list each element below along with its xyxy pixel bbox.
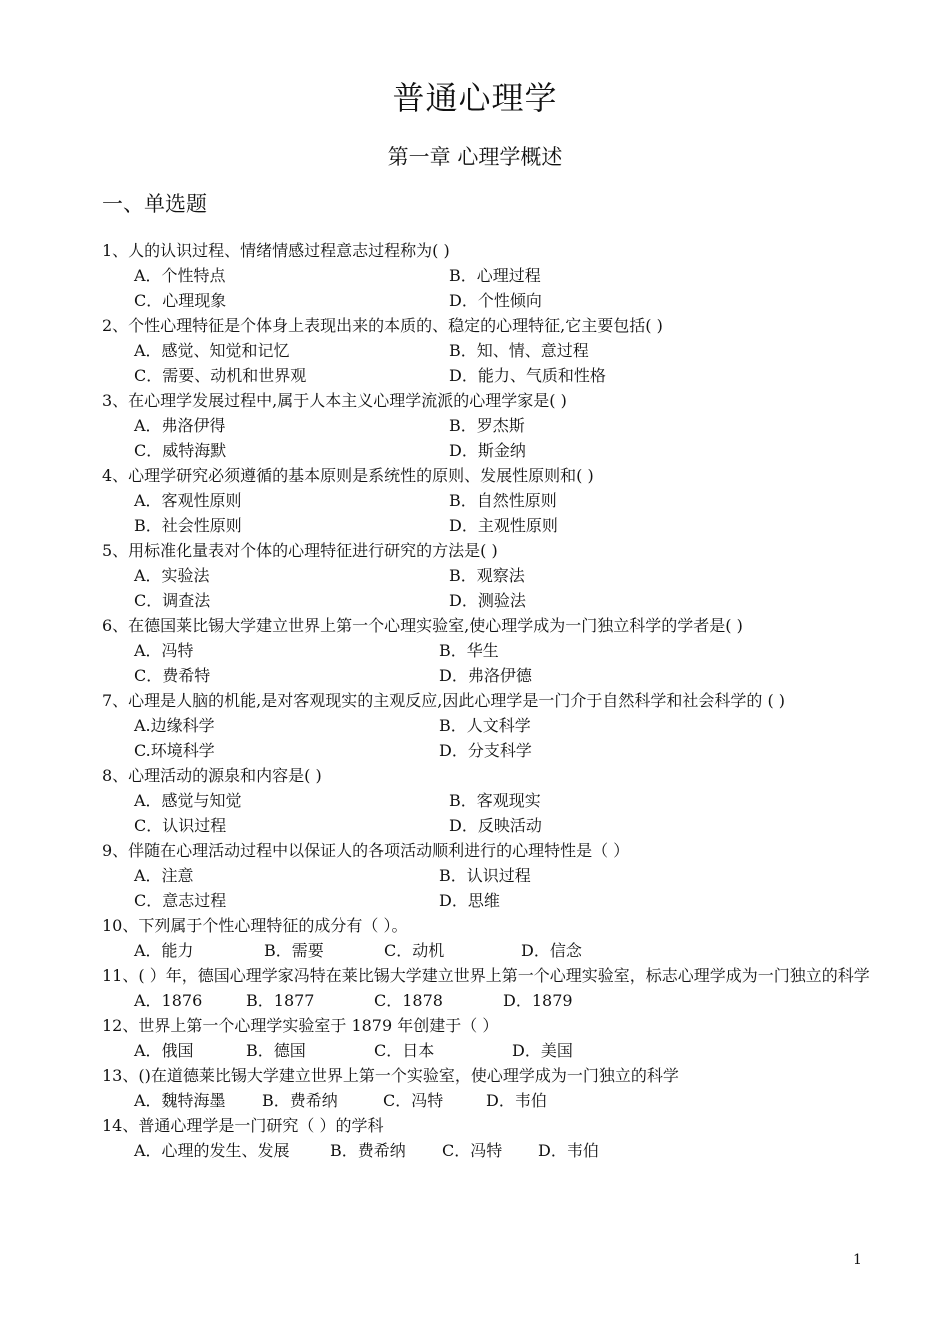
option-b: B．费希纳 (262, 1091, 338, 1110)
option-a: A．实验法 (134, 566, 210, 585)
question-4-options-row-1 (102, 488, 882, 513)
option-b: B．观察法 (449, 566, 525, 585)
question-7-options-row-2 (102, 738, 882, 763)
option-d: D．韦伯 (538, 1141, 599, 1160)
option-c: C．认识过程 (134, 816, 227, 835)
question-4-stem: 4、心理学研究必须遵循的基本原则是系统性的原则、发展性原则和( ) (102, 466, 594, 485)
option-b: B．认识过程 (439, 866, 531, 885)
option-d: D．反映活动 (449, 816, 542, 835)
option-b: B．德国 (246, 1041, 306, 1060)
option-c: B．社会性原则 (134, 516, 242, 535)
option-c: C．冯特 (442, 1141, 503, 1160)
option-c: C．调查法 (134, 591, 211, 610)
question-2-stem: 2、个性心理特征是个体身上表现出来的本质的、稳定的心理特征,它主要包括( ) (102, 316, 663, 335)
option-c: C．1878 (374, 991, 443, 1010)
option-d: D．分支科学 (439, 741, 532, 760)
section-heading: 一、单选题 (102, 192, 207, 216)
question-9-options-row-2 (102, 888, 882, 913)
option-c: C．威特海默 (134, 441, 227, 460)
question-1-options-row-2 (102, 288, 882, 313)
question-6-options-row-2 (102, 663, 882, 688)
option-c: C．心理现象 (134, 291, 227, 310)
option-a: A．感觉、知觉和记忆 (134, 341, 290, 360)
question-10-options (102, 938, 882, 963)
option-b: B．需要 (264, 941, 324, 960)
option-c: C．意志过程 (134, 891, 227, 910)
question-8-stem: 8、心理活动的源泉和内容是( ) (102, 766, 322, 785)
option-a: A．心理的发生、发展 (134, 1141, 290, 1160)
option-d: D．美国 (512, 1041, 573, 1060)
question-10-stem: 10、下列属于个性心理特征的成分有（ ）。 (102, 916, 408, 935)
option-b: B．华生 (439, 641, 499, 660)
question-3-options-row-2 (102, 438, 882, 463)
question-13-stem: 13、()在道德莱比锡大学建立世界上第一个实验室，使心理学成为一门独立的科学 (102, 1066, 679, 1085)
option-d: D．韦伯 (486, 1091, 547, 1110)
question-6-stem: 6、在德国莱比锡大学建立世界上第一个心理实验室,使心理学成为一门独立科学的学者是( ) (102, 616, 743, 635)
question-11-stem: 11、( ）年，德国心理学家冯特在莱比锡大学建立世界上第一个心理实验室，标志心理学成为一门独立的科学 (102, 966, 870, 985)
option-d: D．主观性原则 (449, 516, 558, 535)
option-b: B．罗杰斯 (449, 416, 525, 435)
option-a: A．客观性原则 (134, 491, 242, 510)
question-5-options-row-2 (102, 588, 882, 613)
question-8-options-row-1 (102, 788, 882, 813)
chapter-heading: 第一章 心理学概述 (387, 145, 563, 169)
question-8-options-row-2 (102, 813, 882, 838)
question-2-options-row-1 (102, 338, 882, 363)
option-a: A．感觉与知觉 (134, 791, 242, 810)
option-a: A．俄国 (134, 1041, 194, 1060)
option-a: A.边缘科学 (134, 716, 215, 735)
option-d: D．个性倾向 (449, 291, 542, 310)
option-d: D．思维 (439, 891, 500, 910)
question-12-options (102, 1038, 882, 1063)
question-12-stem: 12、世界上第一个心理学实验室于 1879 年创建于（ ） (102, 1016, 499, 1035)
question-6-options-row-1 (102, 638, 882, 663)
option-b: B．人文科学 (439, 716, 531, 735)
option-d: D．测验法 (449, 591, 526, 610)
option-c: C.环境科学 (134, 741, 215, 760)
option-c: C．冯特 (383, 1091, 444, 1110)
question-13-options (102, 1088, 882, 1113)
question-2-options-row-2 (102, 363, 882, 388)
option-a: A．1876 (134, 991, 203, 1010)
question-14-options (102, 1138, 882, 1163)
option-b: B．心理过程 (449, 266, 541, 285)
question-9-stem: 9、伴随在心理活动过程中以保证人的各项活动顺利进行的心理特性是（ ） (102, 841, 630, 860)
option-a: A．魏特海墨 (134, 1091, 226, 1110)
option-a: A．弗洛伊得 (134, 416, 226, 435)
option-b: B．1877 (246, 991, 315, 1010)
question-5-options-row-1 (102, 563, 882, 588)
question-4-options-row-2 (102, 513, 882, 538)
option-d: D．信念 (521, 941, 582, 960)
question-9-options-row-1 (102, 863, 882, 888)
option-b: B．知、情、意过程 (449, 341, 589, 360)
option-c: C．动机 (384, 941, 445, 960)
option-c: C．需要、动机和世界观 (134, 366, 307, 385)
question-7-stem: 7、心理是人脑的机能,是对客观现实的主观反应,因此心理学是一门介于自然科学和社会科学的 ( ) (102, 691, 786, 710)
question-1-options-row-1 (102, 263, 882, 288)
option-b: B．费希纳 (330, 1141, 406, 1160)
question-1-stem: 1、人的认识过程、情绪情感过程意志过程称为( ) (102, 241, 450, 260)
question-7-options-row-1 (102, 713, 882, 738)
option-b: B．自然性原则 (449, 491, 557, 510)
question-3-stem: 3、在心理学发展过程中,属于人本主义心理学流派的心理学家是( ) (102, 391, 567, 410)
option-c: C．费希特 (134, 666, 211, 685)
option-c: C．日本 (374, 1041, 435, 1060)
option-d: D．1879 (503, 991, 573, 1010)
option-b: B．客观现实 (449, 791, 541, 810)
question-14-stem: 14、普通心理学是一门研究（ ）的学科 (102, 1116, 384, 1135)
option-a: A．注意 (134, 866, 194, 885)
option-d: D．斯金纳 (449, 441, 526, 460)
option-a: A．冯特 (134, 641, 194, 660)
option-a: A．个性特点 (134, 266, 226, 285)
document-title: 普通心理学 (392, 79, 558, 117)
page-number: 1 (853, 1252, 862, 1268)
option-d: D．弗洛伊德 (439, 666, 532, 685)
question-11-options (102, 988, 882, 1013)
option-d: D．能力、气质和性格 (449, 366, 606, 385)
option-a: A．能力 (134, 941, 194, 960)
question-5-stem: 5、用标准化量表对个体的心理特征进行研究的方法是( ) (102, 541, 498, 560)
question-3-options-row-1 (102, 413, 882, 438)
question-list (102, 238, 882, 1163)
